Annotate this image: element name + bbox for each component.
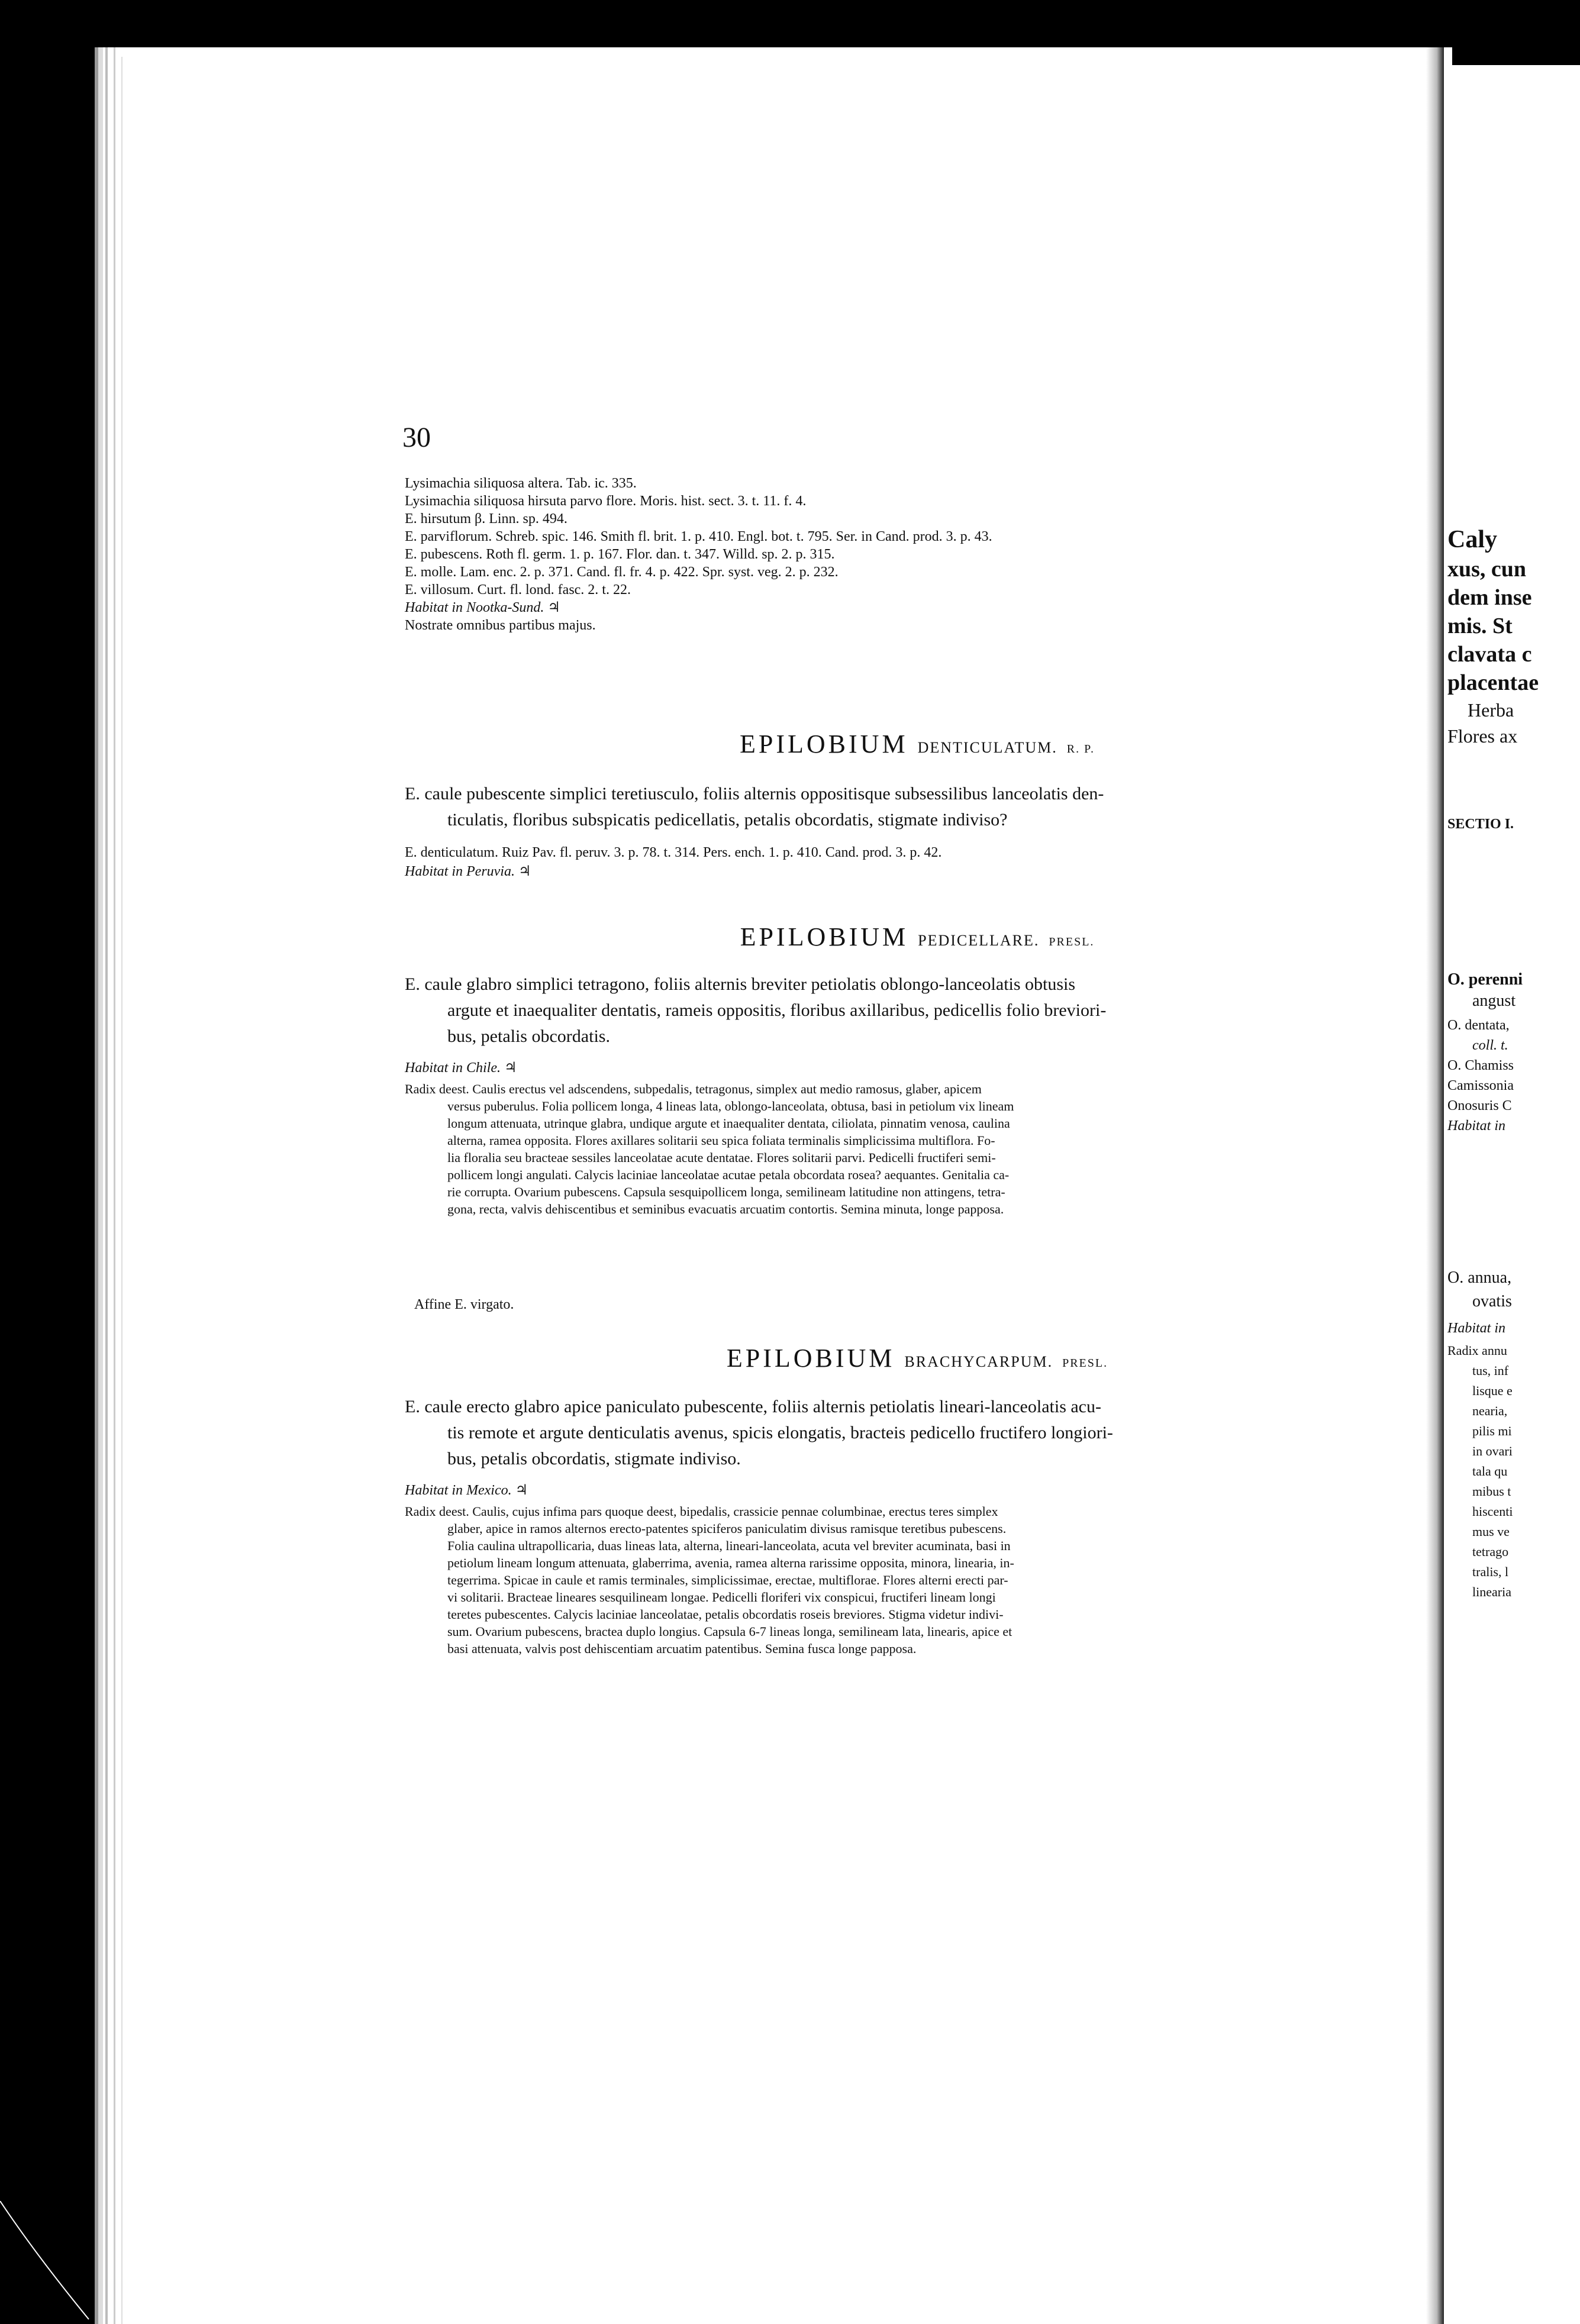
description-line: tegerrima. Spicae in caule et ramis terminales, simplicissimae, erectae, multiflorae. Flores alterni erecti par- <box>447 1573 1008 1587</box>
facing-line: Herba <box>1468 699 1514 721</box>
affinity-line: Affine E. virgato. <box>414 1297 514 1312</box>
description-line: rie corrupta. Ovarium pubescens. Capsula sesquipollicem longa, semilineam latitudine non attingens, tetra- <box>447 1184 1005 1199</box>
species-heading <box>402 1343 1432 1373</box>
scan-corner-mark <box>0 2201 95 2324</box>
facing-line: O. perenni <box>1447 970 1523 989</box>
description-line: teretes pubescentes. Calycis laciniae lanceolatae, petalis obcordatis roseis breviores. Stigma videtur indivi- <box>447 1607 1004 1622</box>
description-line: Folia caulina ultrapollicaria, duas lineas lata, alterna, lineari-lanceolata, acuta vel breviter acuminata, basi in <box>447 1538 1011 1553</box>
synonym-line: Lysimachia siliquosa altera. Tab. ic. 335. <box>405 476 637 491</box>
facing-line: Onosuris C <box>1447 1098 1512 1113</box>
species-epithet: BRACHYCARPUM. <box>904 1353 1053 1370</box>
facing-line: Caly <box>1447 526 1497 553</box>
book-gutter <box>1426 47 1444 2324</box>
page-number: 30 <box>402 422 431 453</box>
facing-line: in ovari <box>1472 1444 1513 1458</box>
description-line: alterna, ramea opposita. Flores axillares solitarii seu spica foliata terminalis simplicissima multiflora. Fo- <box>447 1133 995 1148</box>
synonym-line: E. pubescens. Roth fl. germ. 1. p. 167. Flor. dan. t. 347. Willd. sp. 2. p. 315. <box>405 547 835 562</box>
species-author: PRESL. <box>1062 1357 1108 1370</box>
synonym-line: E. molle. Lam. enc. 2. p. 371. Cand. fl. fr. 4. p. 422. Spr. syst. veg. 2. p. 232. <box>405 564 839 580</box>
description-line: gona, recta, valvis dehiscentibus et seminibus evacuatis arcuatim contortis. Semina minuta, longe papposa. <box>447 1202 1004 1216</box>
habitat-line: Habitat in Nootka-Sund. ♃ <box>405 600 560 615</box>
facing-line: clavata c <box>1447 642 1532 667</box>
page-edge <box>105 47 108 2324</box>
facing-line: placentae <box>1447 670 1539 695</box>
genus-name: EPILOBIUM <box>740 922 909 951</box>
note-line: Nostrate omnibus partibus majus. <box>405 618 596 633</box>
description-line: sum. Ovarium pubescens, bractea duplo longius. Capsula 6-7 lineas longa, semilineam lata, linearis, apice et <box>447 1624 1013 1639</box>
description-line: longum attenuata, utrinque glabra, undique argute et inaequaliter dentata, ciliolata, pinnatim venosa, caulina <box>447 1116 1010 1131</box>
description-line: petiolum lineam longum attenuata, glaberrima, avenia, ramea alterna rarissime opposita, minora, linearia, in- <box>447 1555 1014 1570</box>
species-epithet: DENTICULATUM. <box>917 739 1057 756</box>
description-line: Radix deest. Caulis erectus vel adscendens, subpedalis, tetragonus, simplex aut medio ramosus, glaber, apicem <box>405 1082 982 1096</box>
description-line: Radix deest. Caulis, cujus infima pars quoque deest, bipedalis, crassicie pennae columbinae, erectus teres simplex <box>405 1504 998 1519</box>
description-line: pollicem longi angulati. Calycis laciniae lanceolatae acutae petala obcordata rosea? aequantes. Genitalia ca- <box>447 1167 1010 1182</box>
facing-line: Flores ax <box>1447 725 1518 747</box>
facing-line: Habitat in <box>1447 1118 1506 1134</box>
habitat-line: Habitat in Mexico. ♃ <box>405 1483 528 1498</box>
facing-line: SECTIO I. <box>1447 816 1514 832</box>
synonym-line: E. hirsutum β. Linn. sp. 494. <box>405 511 567 527</box>
genus-name: EPILOBIUM <box>740 730 908 758</box>
facing-line: tala qu <box>1472 1464 1508 1479</box>
facing-line: mis. St <box>1447 614 1513 638</box>
facing-line: lisque e <box>1472 1383 1513 1398</box>
facing-line: nearia, <box>1472 1403 1508 1418</box>
facing-line: Habitat in <box>1447 1321 1506 1336</box>
species-author: R. P. <box>1066 743 1095 756</box>
page-edge <box>114 47 115 2324</box>
description-line: basi attenuata, valvis post dehiscentiam arcuatim patentibus. Semina fusca longe papposa. <box>447 1641 917 1656</box>
species-author: PRESL. <box>1049 935 1095 948</box>
facing-line: tetrago <box>1472 1544 1509 1559</box>
facing-page-fragment <box>1444 65 1580 2324</box>
diagnosis-line: tis remote et argute denticulatis avenus, spicis elongatis, bracteis pedicello fructifero longiori- <box>447 1423 1113 1442</box>
facing-line: O. Chamiss <box>1447 1058 1514 1073</box>
description-line: lia floralia seu bracteae sessiles lanceolatae acute dentatae. Flores solitarii parvi. Pedicelli fructiferi semi- <box>447 1150 996 1165</box>
facing-line: coll. t. <box>1472 1038 1508 1053</box>
synonym-line: E. villosum. Curt. fl. lond. fasc. 2. t. 22. <box>405 582 631 598</box>
species-heading <box>402 922 1432 952</box>
facing-line: xus, cun <box>1447 557 1527 582</box>
facing-line: angust <box>1472 992 1516 1010</box>
species-epithet: PEDICELLARE. <box>918 932 1040 949</box>
facing-line: O. annua, <box>1447 1268 1512 1287</box>
synonym-line: E. parviflorum. Schreb. spic. 146. Smith fl. brit. 1. p. 410. Engl. bot. t. 795. Ser. in Cand. prod. 3. p. 43. <box>405 529 992 544</box>
facing-line: linearia <box>1472 1584 1511 1599</box>
facing-line: Radix annu <box>1447 1343 1507 1358</box>
diagnosis-line: bus, petalis obcordatis, stigmate indiviso. <box>447 1449 741 1468</box>
reference-line: E. denticulatum. Ruiz Pav. fl. peruv. 3. p. 78. t. 314. Pers. ench. 1. p. 410. Cand. prod. 3. p. 42. <box>405 845 942 860</box>
synonym-line: Lysimachia siliquosa hirsuta parvo flore. Moris. hist. sect. 3. t. 11. f. 4. <box>405 493 807 509</box>
facing-line: O. dentata, <box>1447 1018 1510 1033</box>
diagnosis-line: bus, petalis obcordatis. <box>447 1027 610 1046</box>
facing-line: tus, inf <box>1472 1363 1509 1378</box>
facing-line: pilis mi <box>1472 1424 1512 1438</box>
genus-name: EPILOBIUM <box>726 1344 895 1373</box>
facing-line: hiscenti <box>1472 1504 1513 1519</box>
facing-line: ovatis <box>1472 1292 1512 1311</box>
facing-line: mus ve <box>1472 1524 1510 1539</box>
diagnosis-line: E. caule pubescente simplici teretiusculo, foliis alternis oppositisque subsessilibus lanceolatis den- <box>405 784 1104 803</box>
diagnosis-line: argute et inaequaliter dentatis, rameis oppositis, floribus axillaribus, pedicellis folio breviori- <box>447 1000 1107 1020</box>
facing-line: tralis, l <box>1472 1564 1509 1579</box>
species-heading <box>402 729 1432 759</box>
page-edge <box>95 47 98 2324</box>
facing-line: mibus t <box>1472 1484 1511 1499</box>
habitat-line: Habitat in Chile. ♃ <box>405 1060 517 1076</box>
description-line: versus puberulus. Folia pollicem longa, 4 lineas lata, oblongo-lanceolata, obtusa, basi in petiolum vix lineam <box>447 1099 1014 1113</box>
facing-line: dem inse <box>1447 585 1532 610</box>
page-edge <box>121 57 122 2324</box>
description-line: vi solitarii. Bracteae lineares sesquilineam longae. Pedicelli floriferi vix conspicui, fructiferi lineam longi <box>447 1590 996 1605</box>
diagnosis-line: E. caule glabro simplici tetragono, foliis alternis breviter petiolatis oblongo-lanceolatis obtusis <box>405 974 1076 994</box>
description-line: glaber, apice in ramos alternos erecto-patentes spiciferos paniculatim divisus ramisque teretibus pubescens. <box>447 1521 1007 1536</box>
diagnosis-line: E. caule erecto glabro apice paniculato pubescente, foliis alternis petiolatis lineari-lanceolatis acu- <box>405 1397 1101 1416</box>
facing-line: Camissonia <box>1447 1078 1514 1093</box>
habitat-line: Habitat in Peruvia. ♃ <box>405 864 531 879</box>
diagnosis-line: ticulatis, floribus subspicatis pedicellatis, petalis obcordatis, stigmate indiviso? <box>447 810 1008 829</box>
